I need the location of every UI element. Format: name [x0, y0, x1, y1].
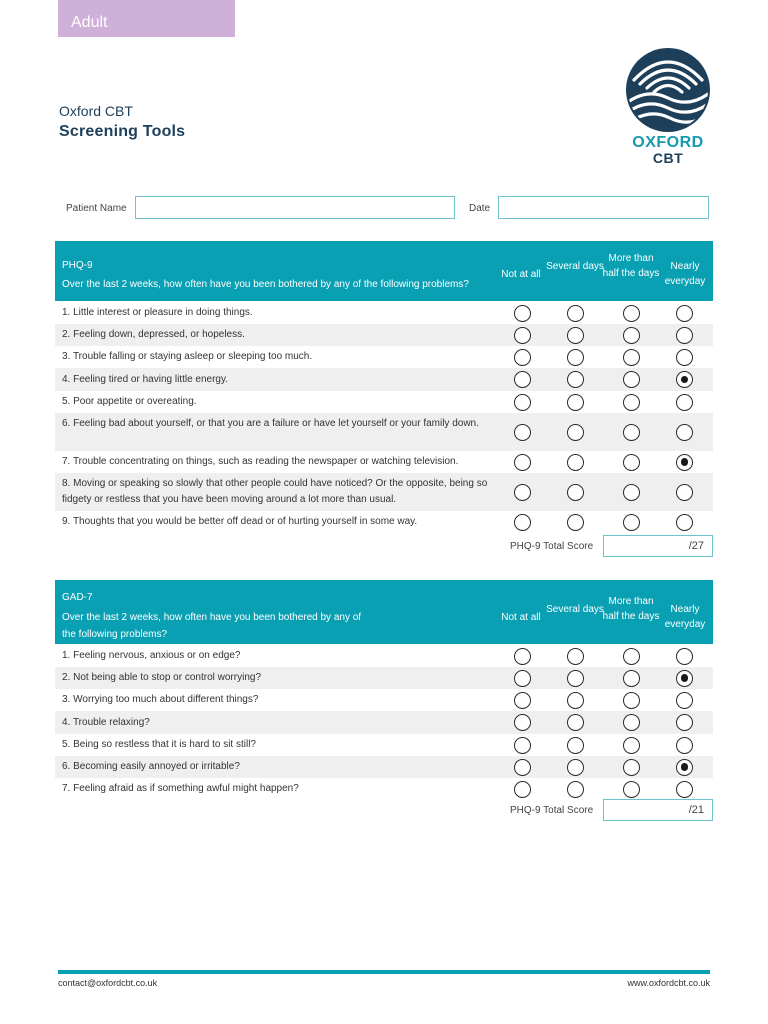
phq9-item-1-option-4-radio[interactable]	[676, 305, 693, 322]
phq9-item-text: 7. Trouble concentrating on things, such as reading the newspaper or watching television.	[62, 456, 459, 467]
footer-divider	[58, 970, 710, 974]
gad7-item-text: 2. Not being able to stop or control worrying?	[62, 672, 261, 683]
phq9-row	[55, 391, 713, 413]
gad7-item-text: 1. Feeling nervous, anxious or on edge?	[62, 650, 241, 661]
phq9-row	[55, 473, 713, 511]
gad7-item-7-option-1-radio[interactable]	[514, 781, 531, 798]
radio-selected-dot-icon	[681, 458, 689, 466]
gad7-item-1-option-4-radio[interactable]	[676, 648, 693, 665]
gad7-item-5-option-2-radio[interactable]	[567, 737, 584, 754]
gad7-total-label: PHQ-9 Total Score	[510, 805, 594, 816]
phq9-row	[55, 302, 713, 324]
patient-name-label: Patient Name	[66, 203, 127, 214]
phq9-item-9-option-3-radio[interactable]	[623, 514, 640, 531]
phq9-item-text: 8. Moving or speaking so slowly that other people could have noticed? Or the opposite, being so fidgety or restless that you have been moving around a lot more than usual.	[62, 478, 488, 505]
phq9-item-text: 6. Feeling bad about yourself, or that you are a failure or have let yourself or your family down.	[62, 418, 479, 429]
phq9-question: Over the last 2 weeks, how often have you been bothered by any of the following problems?	[62, 279, 469, 290]
phq9-total-max: /27	[688, 540, 704, 552]
phq9-item-3-option-3-radio[interactable]	[623, 349, 640, 366]
patient-name-input[interactable]	[135, 196, 455, 219]
phq9-row	[55, 511, 713, 533]
logo-emblem-icon	[624, 46, 712, 134]
phq9-item-6-option-3-radio[interactable]	[623, 424, 640, 441]
phq9-col-several-days: Several days	[546, 261, 604, 272]
gad7-item-text: 6. Becoming easily annoyed or irritable?	[62, 761, 240, 772]
phq9-code: PHQ-9	[62, 260, 93, 271]
phq9-item-2-option-4-radio[interactable]	[676, 327, 693, 344]
gad7-item-6-option-2-radio[interactable]	[567, 759, 584, 776]
phq9-item-7-option-3-radio[interactable]	[623, 454, 640, 471]
phq9-item-text: 2. Feeling down, depressed, or hopeless.	[62, 329, 245, 340]
gad7-item-2-option-1-radio[interactable]	[514, 670, 531, 687]
gad7-item-5-option-4-radio[interactable]	[676, 737, 693, 754]
phq9-item-1-option-1-radio[interactable]	[514, 305, 531, 322]
gad7-item-2-option-2-radio[interactable]	[567, 670, 584, 687]
phq9-item-5-option-1-radio[interactable]	[514, 394, 531, 411]
phq9-total-label: PHQ-9 Total Score	[510, 541, 594, 552]
phq9-item-8-option-3-radio[interactable]	[623, 484, 640, 501]
gad7-item-text: 5. Being so restless that it is hard to sit still?	[62, 739, 256, 750]
gad7-item-3-option-1-radio[interactable]	[514, 692, 531, 709]
gad7-item-2-option-4-radio[interactable]	[676, 670, 693, 687]
gad7-item-text: 4. Trouble relaxing?	[62, 716, 150, 728]
phq9-row	[55, 324, 713, 346]
gad7-item-text: 3. Worrying too much about different things?	[62, 694, 259, 705]
phq9-item-3-option-2-radio[interactable]	[567, 349, 584, 366]
gad7-item-5-option-1-radio[interactable]	[514, 737, 531, 754]
phq9-item-7-option-4-radio[interactable]	[676, 454, 693, 471]
phq9-item-3-option-1-radio[interactable]	[514, 349, 531, 366]
gad7-col-more-than-half: More than half the days	[602, 596, 660, 622]
phq9-item-5-option-2-radio[interactable]	[567, 394, 584, 411]
phq9-item-8-option-1-radio[interactable]	[514, 484, 531, 501]
phq9-item-9-option-4-radio[interactable]	[676, 514, 693, 531]
page-title: Screening Tools	[59, 123, 186, 140]
gad7-col-nearly-everyday: Nearly everyday	[664, 604, 706, 630]
gad7-total-input[interactable]	[603, 799, 713, 821]
gad7-item-4-option-4-radio[interactable]	[676, 714, 693, 731]
gad7-item-7-option-4-radio[interactable]	[676, 781, 693, 798]
gad7-item-6-option-1-radio[interactable]	[514, 759, 531, 776]
gad7-item-6-option-4-radio[interactable]	[676, 759, 693, 776]
gad7-row	[55, 778, 713, 800]
gad7-row	[55, 756, 713, 778]
phq9-item-text: 3. Trouble falling or staying asleep or sleeping too much.	[62, 351, 313, 362]
phq9-item-2-option-2-radio[interactable]	[567, 327, 584, 344]
phq9-item-6-option-2-radio[interactable]	[567, 424, 584, 441]
gad7-item-3-option-2-radio[interactable]	[567, 692, 584, 709]
gad7-header	[55, 580, 713, 644]
phq9-row	[55, 346, 713, 368]
gad7-item-6-option-3-radio[interactable]	[623, 759, 640, 776]
gad7-code: GAD-7	[62, 592, 93, 603]
phq9-row	[55, 451, 713, 473]
phq9-item-7-option-2-radio[interactable]	[567, 454, 584, 471]
gad7-col-not-at-all: Not at all	[501, 612, 541, 623]
phq9-item-text: 4. Feeling tired or having little energy.	[62, 373, 229, 385]
phq9-item-text: 1. Little interest or pleasure in doing things.	[62, 307, 253, 318]
phq9-item-text: 5. Poor appetite or overeating.	[62, 396, 197, 407]
phq9-item-4-option-3-radio[interactable]	[623, 371, 640, 388]
footer-website[interactable]: www.oxfordcbt.co.uk	[627, 978, 710, 988]
phq9-item-1-option-2-radio[interactable]	[567, 305, 584, 322]
logo-word-cbt: CBT	[652, 150, 684, 166]
gad7-row	[55, 734, 713, 756]
gad7-item-4-option-2-radio[interactable]	[567, 714, 584, 731]
phq9-total-input[interactable]	[603, 535, 713, 557]
gad7-item-7-option-3-radio[interactable]	[623, 781, 640, 798]
gad7-item-7-option-2-radio[interactable]	[567, 781, 584, 798]
date-input[interactable]	[498, 196, 709, 219]
gad7-item-1-option-3-radio[interactable]	[623, 648, 640, 665]
phq9-item-5-option-3-radio[interactable]	[623, 394, 640, 411]
gad7-row	[55, 645, 713, 667]
gad7-item-text: 7. Feeling afraid as if something awful might happen?	[62, 783, 299, 794]
gad7-row	[55, 711, 713, 734]
radio-selected-dot-icon	[681, 376, 689, 384]
radio-selected-dot-icon	[681, 763, 689, 771]
phq9-item-4-option-1-radio[interactable]	[514, 371, 531, 388]
phq9-item-2-option-1-radio[interactable]	[514, 327, 531, 344]
gad7-item-1-option-1-radio[interactable]	[514, 648, 531, 665]
phq9-item-4-option-4-radio[interactable]	[676, 371, 693, 388]
logo-word-oxford: OXFORD	[632, 134, 704, 151]
gad7-row	[55, 689, 713, 711]
phq9-col-nearly-everyday: Nearly everyday	[664, 261, 706, 287]
gad7-row	[55, 667, 713, 689]
phq9-item-6-option-1-radio[interactable]	[514, 424, 531, 441]
gad7-item-5-option-3-radio[interactable]	[623, 737, 640, 754]
phq9-item-2-option-3-radio[interactable]	[623, 327, 640, 344]
date-label: Date	[469, 203, 491, 214]
phq9-item-7-option-1-radio[interactable]	[514, 454, 531, 471]
adult-tab	[58, 0, 235, 37]
phq9-item-9-option-1-radio[interactable]	[514, 514, 531, 531]
phq9-item-8-option-4-radio[interactable]	[676, 484, 693, 501]
gad7-question: Over the last 2 weeks, how often have you been bothered by any of the following problems?	[62, 612, 362, 640]
org-name: Oxford CBT	[59, 103, 133, 119]
phq9-item-6-option-4-radio[interactable]	[676, 424, 693, 441]
radio-selected-dot-icon	[681, 674, 689, 682]
gad7-item-4-option-1-radio[interactable]	[514, 714, 531, 731]
phq9-item-8-option-2-radio[interactable]	[567, 484, 584, 501]
phq9-col-more-than-half: More than half the days	[602, 253, 660, 279]
gad7-item-2-option-3-radio[interactable]	[623, 670, 640, 687]
phq9-item-3-option-4-radio[interactable]	[676, 349, 693, 366]
gad7-item-4-option-3-radio[interactable]	[623, 714, 640, 731]
gad7-item-1-option-2-radio[interactable]	[567, 648, 584, 665]
gad7-item-3-option-4-radio[interactable]	[676, 692, 693, 709]
adult-tab-label: Adult	[71, 14, 108, 31]
footer-email[interactable]: contact@oxfordcbt.co.uk	[58, 978, 158, 988]
phq9-item-9-option-2-radio[interactable]	[567, 514, 584, 531]
phq9-item-text: 9. Thoughts that you would be better off dead or of hurting yourself in some way.	[62, 516, 418, 527]
phq9-item-4-option-2-radio[interactable]	[567, 371, 584, 388]
gad7-item-3-option-3-radio[interactable]	[623, 692, 640, 709]
oxford-cbt-logo	[624, 46, 712, 168]
phq9-item-5-option-4-radio[interactable]	[676, 394, 693, 411]
phq9-item-1-option-3-radio[interactable]	[623, 305, 640, 322]
phq9-row	[55, 368, 713, 391]
gad7-total-max: /21	[688, 804, 704, 816]
phq9-header	[55, 241, 713, 301]
phq9-col-not-at-all: Not at all	[501, 269, 541, 280]
gad7-col-several-days: Several days	[546, 604, 604, 615]
phq9-row	[55, 413, 713, 451]
